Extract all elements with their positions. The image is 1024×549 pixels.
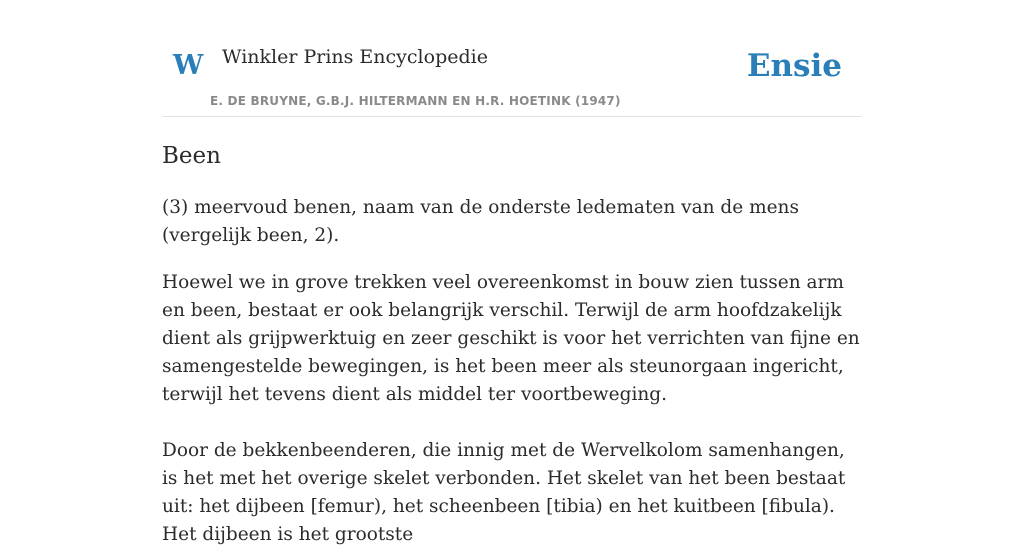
source-header (162, 0, 862, 117)
entry-title: Been (162, 143, 221, 169)
source-authors: E. DE BRUYNE, G.B.J. HILTERMANN EN H.R. HOETINK (1947) (210, 94, 621, 108)
article-paragraph: Door de bekkenbeenderen, die innig met de Wervelkolom samenhangen, is het met het overige skelet verbonden. Het skelet van het been bestaat uit: het dijbeen [femur), het scheenbeen [tibia) en het kuitbeen [fibula). Het dijbeen is het grootste (162, 440, 846, 545)
article-body (162, 194, 862, 549)
article-paragraph: Hoewel we in grove trekken veel overeenkomst in bouw zien tussen arm en been, bestaat er ook belangrijk verschil. Terwijl de arm hoofdzakelijk dient als grijpwerktuig en zeer geschikt is voor het verrichten van fijne en samengestelde bewegingen, is het been meer als steunorgaan ingericht, terwijl het tevens dient als middel ter voortbeweging. (162, 272, 860, 405)
page-container (162, 0, 862, 549)
article-paragraph: (3) meervoud benen, naam van de onderste ledematen van de mens (vergelijk been, 2). (162, 197, 799, 246)
ensie-brand-link[interactable]: Ensie (746, 48, 842, 84)
source-title[interactable]: Winkler Prins Encyclopedie (222, 46, 488, 68)
winkler-prins-logo[interactable]: W (173, 50, 204, 81)
